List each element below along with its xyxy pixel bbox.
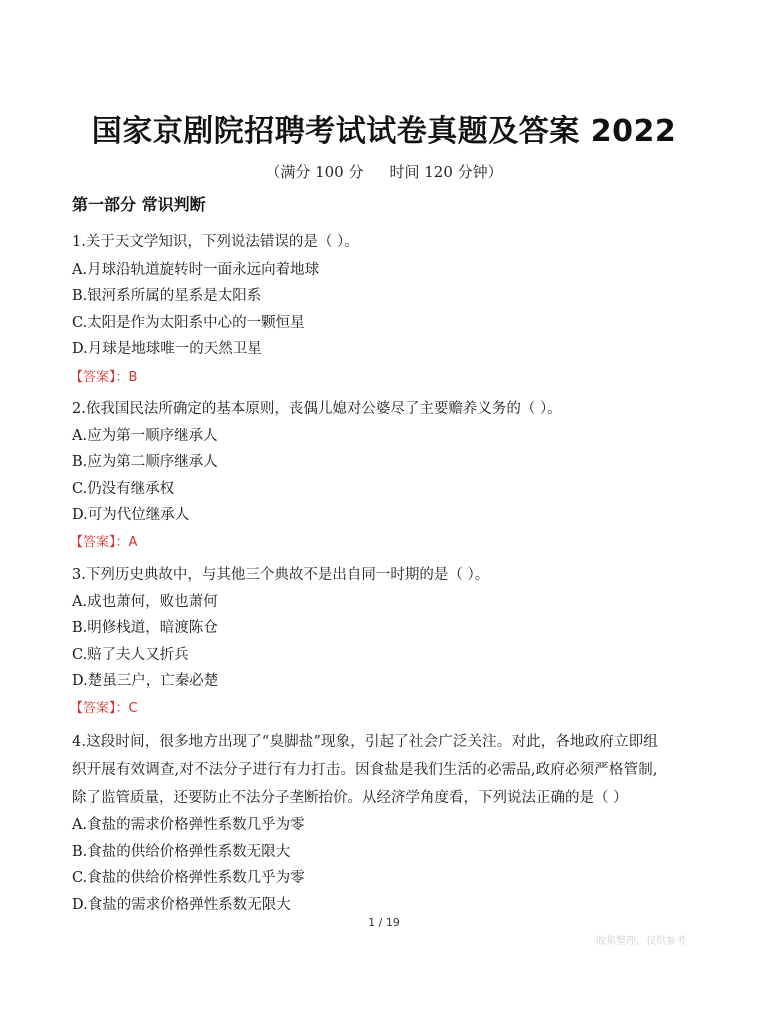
question-1-option-a: A.月球沿轨道旋转时一面永远向着地球 xyxy=(72,262,320,278)
watermark-text: 收集整理，仅供参考 xyxy=(596,936,686,947)
time-info: 时间 120 分钟） xyxy=(389,163,503,181)
question-2-option-b: B.应为第二顺序继承人 xyxy=(72,454,218,470)
question-4-option-d: D.食盐的需求价格弹性系数无限大 xyxy=(72,897,291,913)
question-1-option-d: D.月球是地球唯一的天然卫星 xyxy=(72,341,262,357)
score-info: （满分 100 分 xyxy=(265,163,364,181)
question-4-option-a: A.食盐的需求价格弹性系数几乎为零 xyxy=(72,817,305,833)
question-3-option-a: A.成也萧何，败也萧何 xyxy=(72,594,218,610)
question-1-option-c: C.太阳是作为太阳系中心的一颗恒星 xyxy=(72,315,305,331)
question-4-stem-line-3: 除了监管质量，还要防止不法分子垄断抬价。从经济学角度看，下列说法正确的是（ ） xyxy=(72,790,628,806)
question-2-answer: 【答案】：A xyxy=(70,535,138,550)
question-4-stem-line-2: 织开展有效调查,对不法分子进行有力打击。因食盐是我们生活的必需品,政府必须严格管制, xyxy=(72,762,658,778)
section-title: 第一部分 常识判断 xyxy=(72,195,206,214)
question-2-stem: 2.依我国民法所确定的基本原则，丧偶儿媳对公婆尽了主要赡养义务的（ ）。 xyxy=(72,401,562,417)
question-3-answer: 【答案】：C xyxy=(70,701,138,716)
question-3-option-b: B.明修栈道，暗渡陈仓 xyxy=(72,620,218,636)
document-title: 国家京剧院招聘考试试卷真题及答案 2022 xyxy=(91,114,677,149)
page-number: 1 / 19 xyxy=(368,916,400,929)
question-4-stem-line-1: 4.这段时间，很多地方出现了“臭脚盐”现象，引起了社会广泛关注。对此，各地政府立即组 xyxy=(72,734,658,750)
question-2-option-c: C.仍没有继承权 xyxy=(72,481,175,497)
question-1-answer: 【答案】：B xyxy=(70,370,138,385)
question-3-option-d: D.楚虽三户，亡秦必楚 xyxy=(72,673,219,689)
question-4-option-b: B.食盐的供给价格弹性系数无限大 xyxy=(72,844,291,860)
document-subtitle xyxy=(0,161,768,182)
question-4-option-c: C.食盐的供给价格弹性系数几乎为零 xyxy=(72,870,305,886)
question-2-option-d: D.可为代位继承人 xyxy=(72,507,190,523)
question-1-stem: 1.关于天文学知识，下列说法错误的是（ ）。 xyxy=(72,234,359,250)
question-2-option-a: A.应为第一顺序继承人 xyxy=(72,428,218,444)
question-3-stem: 3.下列历史典故中，与其他三个典故不是出自同一时期的是（ ）。 xyxy=(72,567,490,583)
question-1-option-b: B.银河系所属的星系是太阳系 xyxy=(72,288,262,304)
question-3-option-c: C.赔了夫人又折兵 xyxy=(72,647,189,663)
